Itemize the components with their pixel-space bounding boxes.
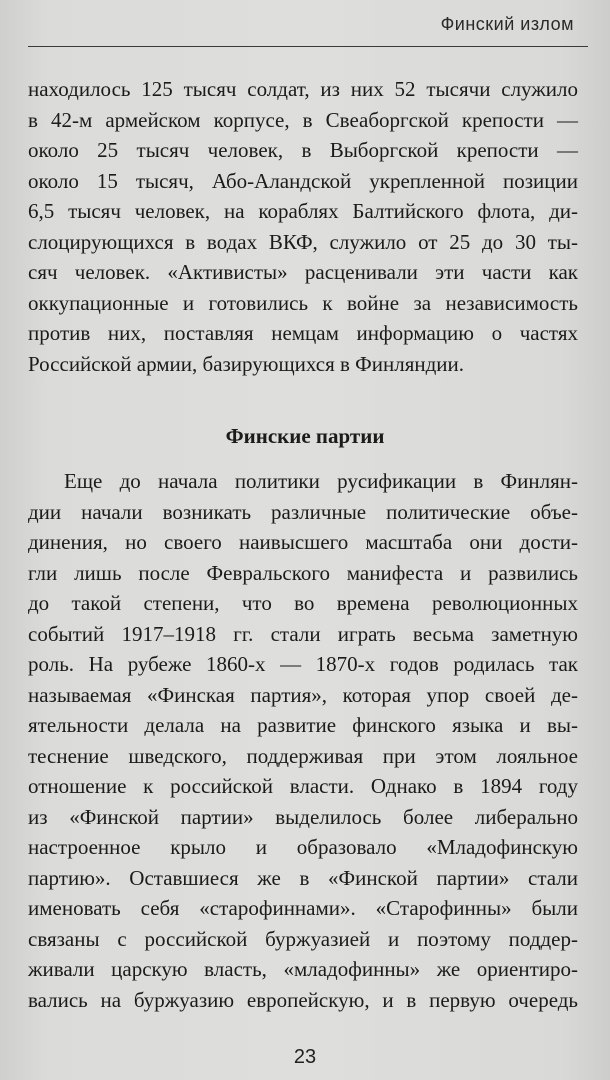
text-line: гли лишь после Февральского манифеста и развились	[28, 560, 578, 585]
text-line: Еще до начала политики русификации в Финлян-	[64, 469, 578, 493]
running-header: Финский излом	[440, 14, 574, 34]
text-line: партию». Оставшиеся же в «Финской партии» стали	[28, 865, 578, 890]
text-line: динения, но своего наивысшего масштаба они дости-	[28, 530, 578, 554]
header-rule	[28, 46, 588, 47]
paragraph-finnish-parties	[28, 466, 578, 1015]
text-line: в 42-м армейском корпусе, в Свеаборгской крепости —	[28, 107, 578, 132]
text-line: слоцирующихся в водах ВКФ, служило от 25 до 30 ты-	[28, 229, 578, 254]
text-line: оккупационные и готовились к войне за независимость	[28, 290, 578, 315]
text-line: около 25 тысяч человек, в Выборгской крепости —	[28, 138, 578, 162]
text-line: до такой степени, что во времена революционных	[28, 591, 578, 615]
text-line: именовать себя «старофиннами». «Старофинны» были	[28, 896, 578, 920]
text-line: находилось 125 тысяч солдат, из них 52 тысячи служило	[28, 77, 578, 101]
text-line: событий 1917–1918 гг. стали играть весьма заметную	[28, 621, 578, 646]
section-heading: Финские партии	[225, 424, 385, 448]
text-line: дии начали возникать различные политические объе-	[28, 499, 578, 524]
text-line: около 15 тысяч, Або-Аландской укрепленной позиции	[28, 168, 578, 193]
text-line: вались на буржуазию европейскую, и в первую очередь	[28, 987, 578, 1012]
paragraph-continued	[28, 74, 578, 379]
text-line: ятельности делала на развитие финского языка и вы-	[28, 713, 578, 737]
text-line: 6,5 тысяч человек, на кораблях Балтийского флота, ди-	[28, 199, 578, 223]
text-line: сяч человек. «Активисты» расценивали эти части как	[28, 260, 578, 284]
text-line: роль. На рубеже 1860-х — 1870-х годов родилась так	[28, 652, 578, 676]
text-line: называемая «Финская партия», которая упор своей де-	[28, 682, 578, 707]
page-number: 23	[293, 1046, 317, 1068]
text-line: Российской армии, базирующихся в Финляндии.	[28, 351, 465, 376]
text-line: из «Финской партии» выделилось более либерально	[28, 804, 578, 829]
text-line: настроенное крыло и образовало «Младофинскую	[28, 835, 578, 859]
text-line: связаны с российской буржуазией и поэтому поддер-	[28, 926, 578, 951]
text-line: отношение к российской власти. Однако в 1894 году	[28, 774, 578, 798]
text-line: теснение шведского, поддерживая при этом лояльное	[28, 743, 578, 768]
text-line: против них, поставляя немцам информацию о частях	[28, 321, 578, 345]
text-line: живали царскую власть, «младофинны» же ориентиро-	[28, 957, 578, 981]
